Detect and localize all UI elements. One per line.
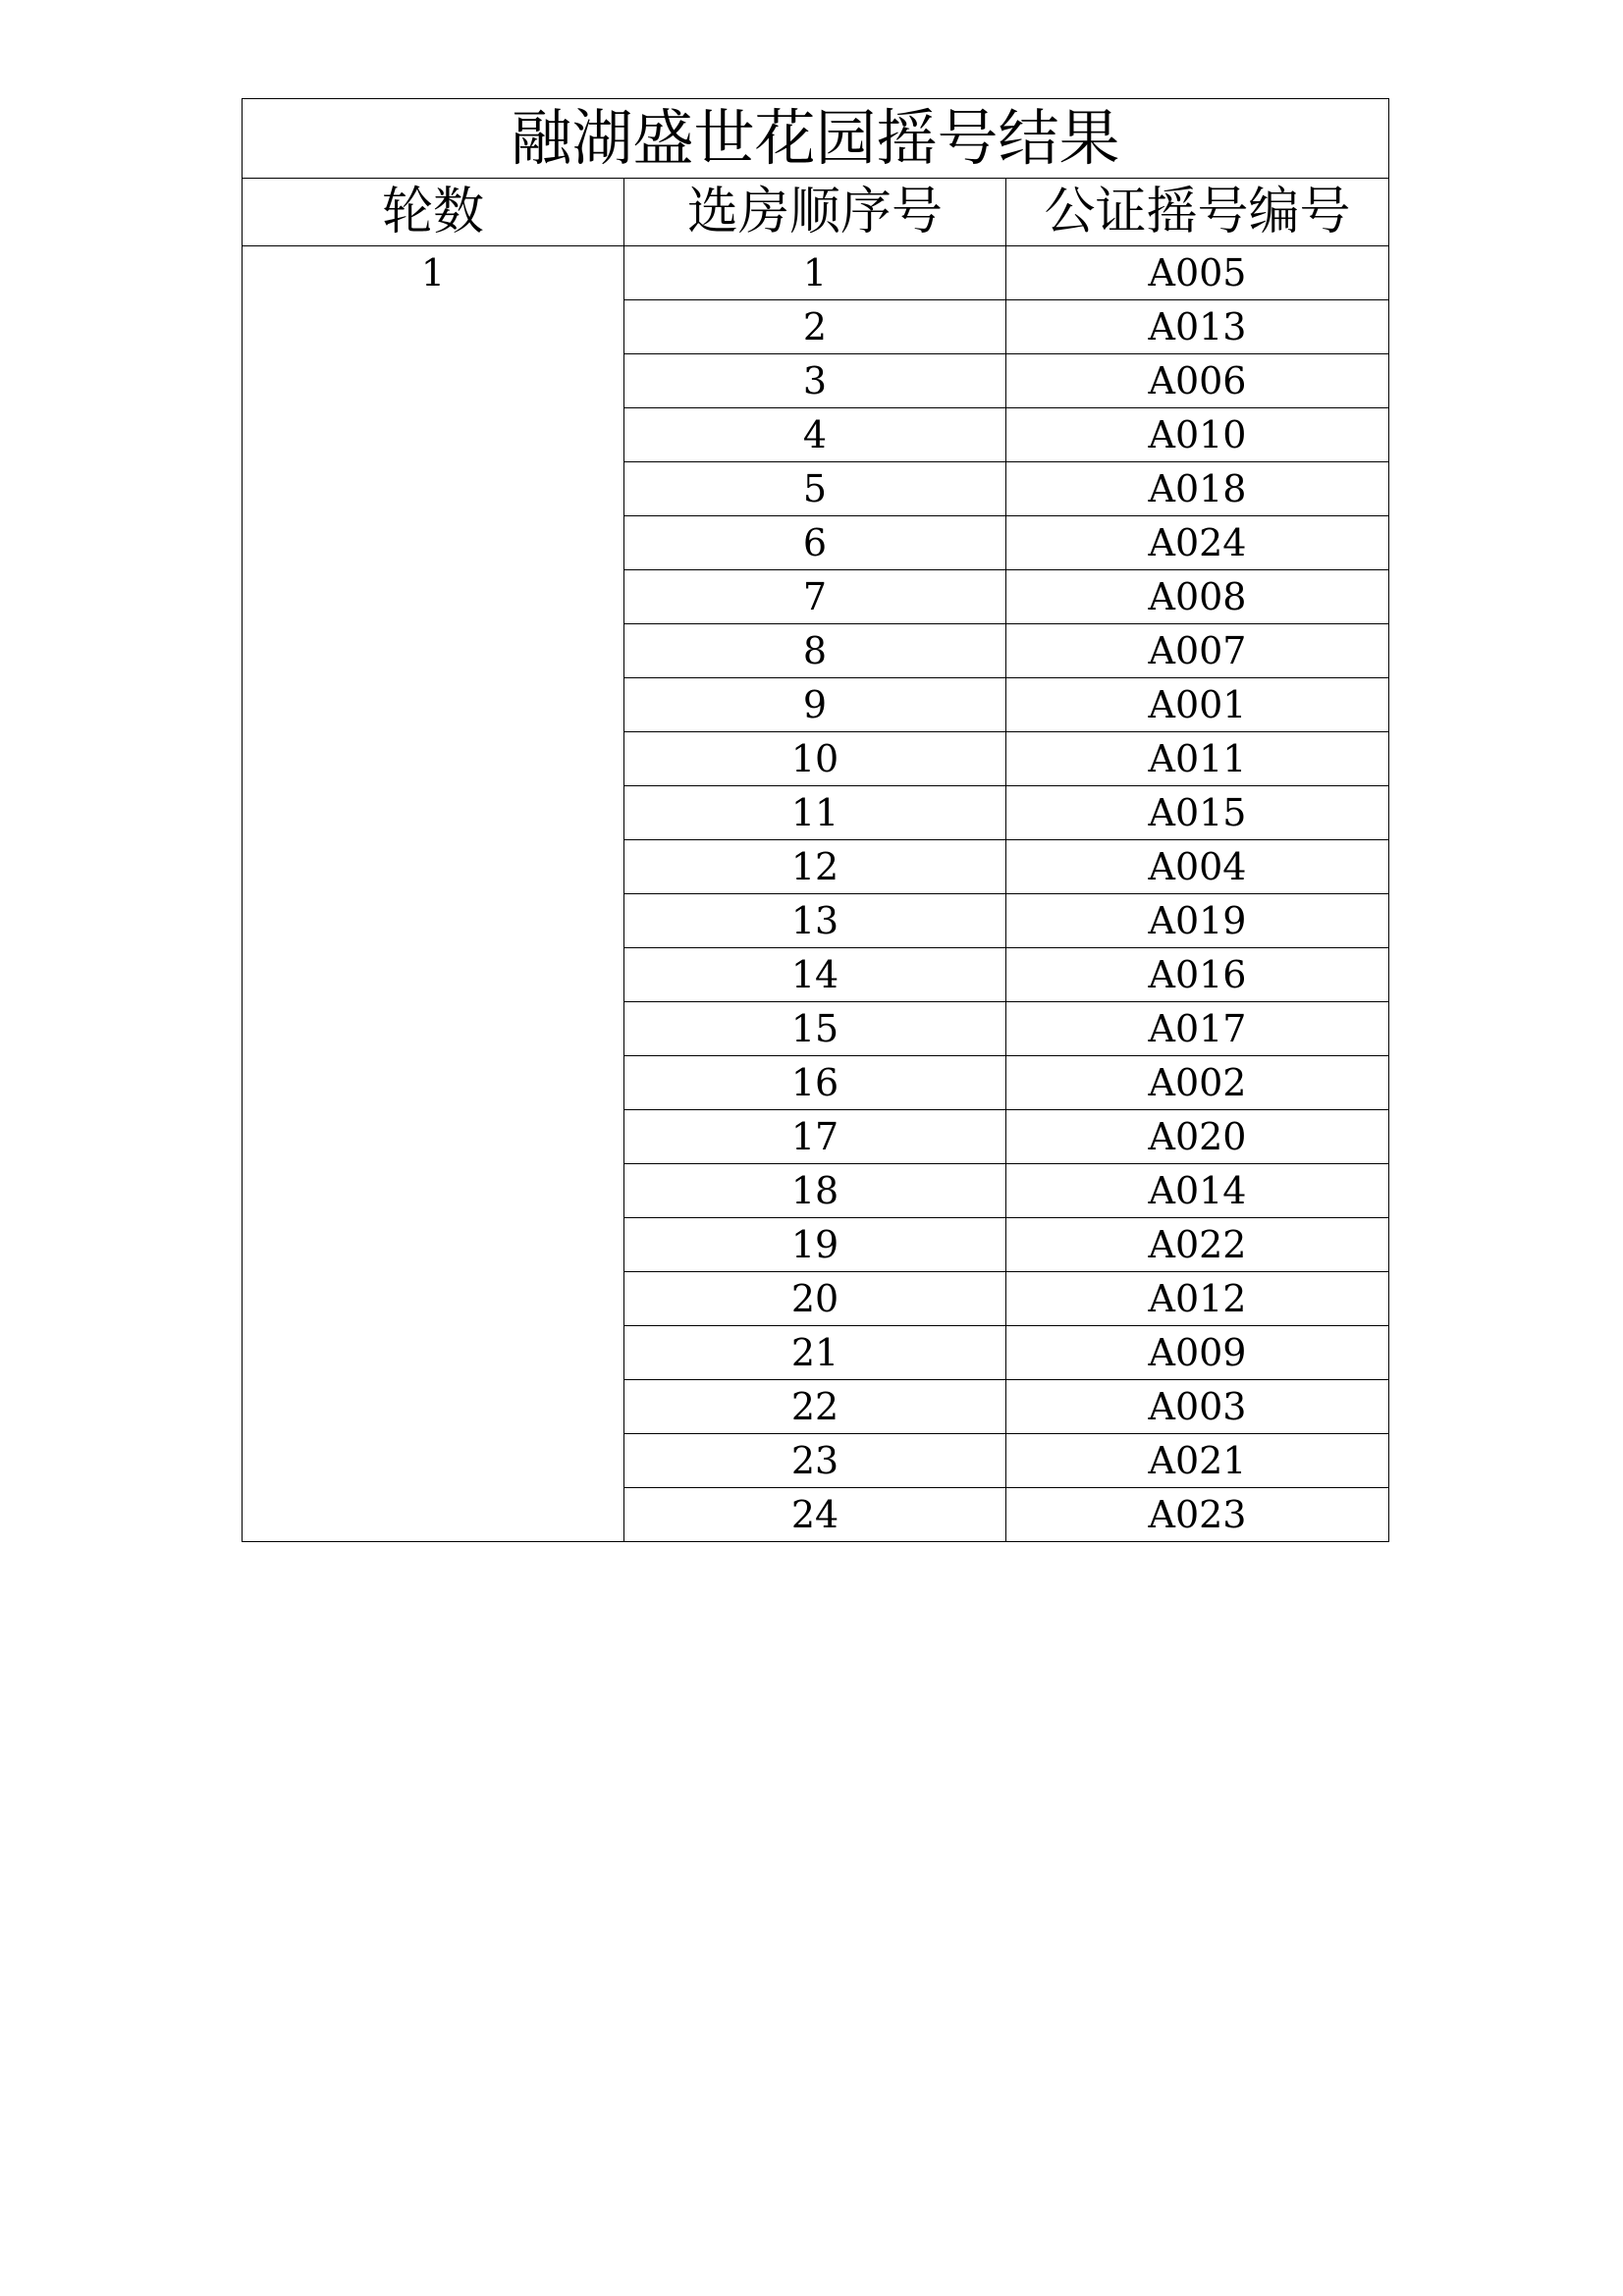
order-number-cell: 20 — [624, 1272, 1006, 1326]
order-number-cell: 23 — [624, 1434, 1006, 1488]
lottery-code-cell: A021 — [1006, 1434, 1389, 1488]
lottery-code-cell: A007 — [1006, 624, 1389, 678]
title-row — [243, 99, 1389, 179]
order-number-cell: 17 — [624, 1110, 1006, 1164]
header-order: 选房顺序号 — [624, 179, 1006, 246]
header-round: 轮数 — [243, 179, 624, 246]
header-code: 公证摇号编号 — [1006, 179, 1389, 246]
lottery-code-cell: A001 — [1006, 678, 1389, 732]
lottery-code-cell: A014 — [1006, 1164, 1389, 1218]
order-number-cell: 16 — [624, 1056, 1006, 1110]
order-number-cell: 2 — [624, 300, 1006, 354]
order-number-cell: 1 — [624, 246, 1006, 300]
lottery-code-cell: A013 — [1006, 300, 1389, 354]
lottery-code-cell: A005 — [1006, 246, 1389, 300]
lottery-code-cell: A003 — [1006, 1380, 1389, 1434]
table-row — [243, 246, 1389, 300]
order-number-cell: 5 — [624, 462, 1006, 516]
lottery-code-cell: A023 — [1006, 1488, 1389, 1542]
lottery-code-cell: A011 — [1006, 732, 1389, 786]
document-title: 融湖盛世花园摇号结果 — [243, 99, 1389, 179]
lottery-code-cell: A020 — [1006, 1110, 1389, 1164]
header-row — [243, 179, 1389, 246]
lottery-code-cell: A008 — [1006, 570, 1389, 624]
lottery-code-cell: A006 — [1006, 354, 1389, 408]
order-number-cell: 24 — [624, 1488, 1006, 1542]
lottery-code-cell: A010 — [1006, 408, 1389, 462]
lottery-code-cell: A018 — [1006, 462, 1389, 516]
lottery-code-cell: A002 — [1006, 1056, 1389, 1110]
lottery-code-cell: A019 — [1006, 894, 1389, 948]
order-number-cell: 11 — [624, 786, 1006, 840]
order-number-cell: 18 — [624, 1164, 1006, 1218]
order-number-cell: 8 — [624, 624, 1006, 678]
lottery-code-cell: A024 — [1006, 516, 1389, 570]
lottery-result-table — [242, 98, 1389, 1542]
lottery-code-cell: A009 — [1006, 1326, 1389, 1380]
lottery-code-cell: A004 — [1006, 840, 1389, 894]
order-number-cell: 22 — [624, 1380, 1006, 1434]
lottery-code-cell: A012 — [1006, 1272, 1389, 1326]
order-number-cell: 19 — [624, 1218, 1006, 1272]
order-number-cell: 13 — [624, 894, 1006, 948]
order-number-cell: 3 — [624, 354, 1006, 408]
order-number-cell: 10 — [624, 732, 1006, 786]
lottery-code-cell: A017 — [1006, 1002, 1389, 1056]
round-number-cell: 1 — [243, 246, 624, 1542]
lottery-code-cell: A016 — [1006, 948, 1389, 1002]
order-number-cell: 9 — [624, 678, 1006, 732]
order-number-cell: 21 — [624, 1326, 1006, 1380]
order-number-cell: 4 — [624, 408, 1006, 462]
order-number-cell: 12 — [624, 840, 1006, 894]
order-number-cell: 6 — [624, 516, 1006, 570]
order-number-cell: 14 — [624, 948, 1006, 1002]
order-number-cell: 15 — [624, 1002, 1006, 1056]
order-number-cell: 7 — [624, 570, 1006, 624]
lottery-result-sheet — [242, 98, 1388, 1542]
lottery-code-cell: A022 — [1006, 1218, 1389, 1272]
lottery-code-cell: A015 — [1006, 786, 1389, 840]
